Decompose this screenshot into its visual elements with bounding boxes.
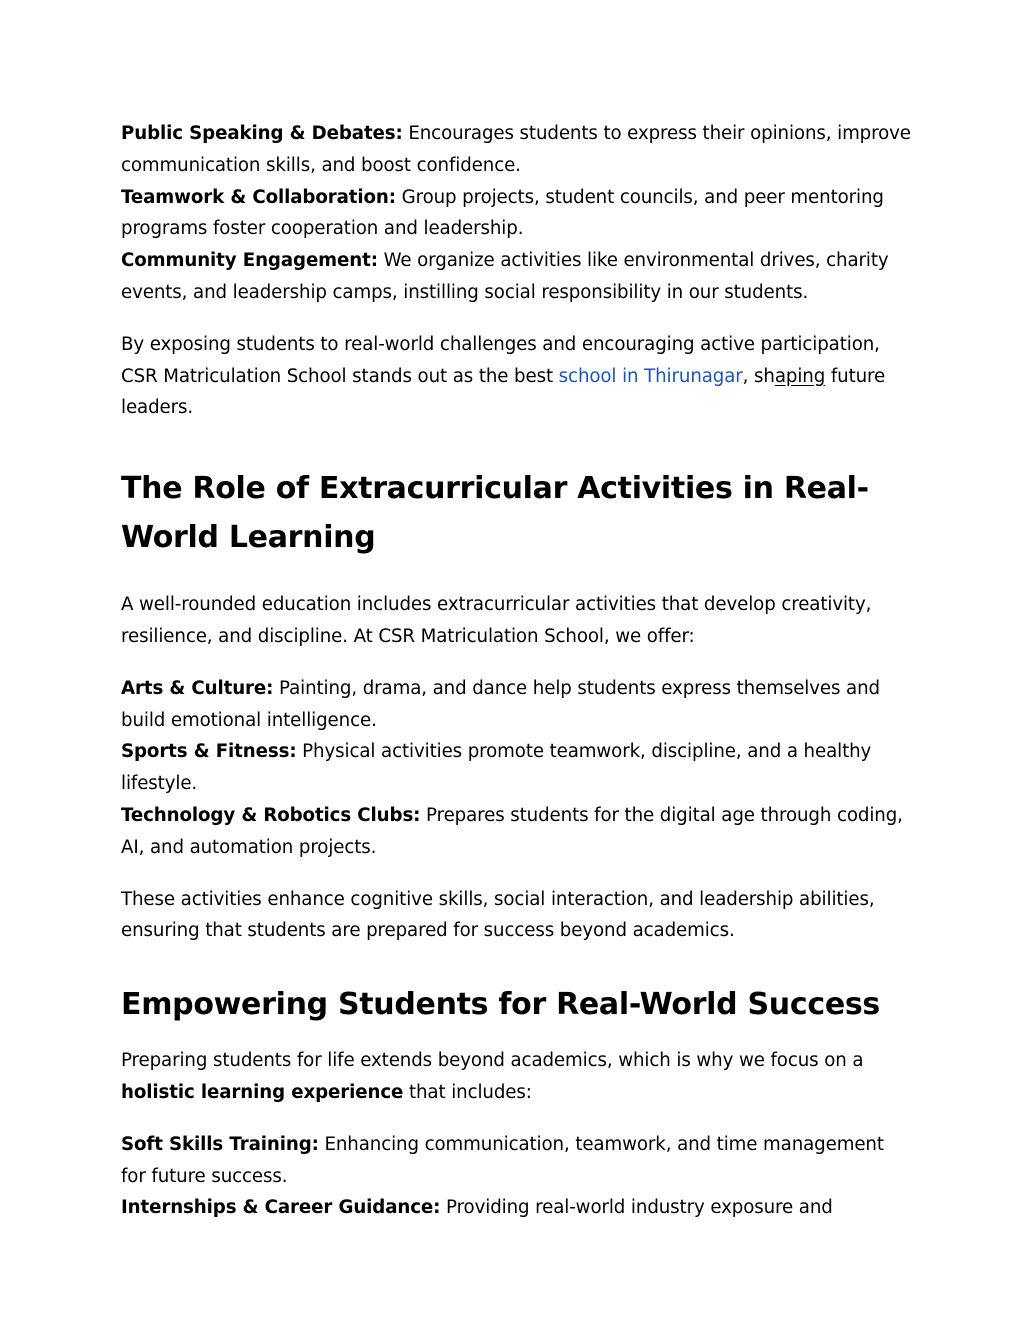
list-item-term: Soft Skills Training: bbox=[121, 1133, 319, 1155]
list-item-desc: Group projects, student councils, and peer mentoring programs foster cooperation and leadership. bbox=[121, 186, 884, 240]
list-item bbox=[121, 1192, 911, 1224]
list-item-desc: Encourages students to express their opinions, improve communication skills, and boost confidence. bbox=[121, 123, 911, 176]
list-item bbox=[121, 673, 911, 737]
list-item bbox=[121, 118, 911, 182]
paragraph bbox=[121, 1045, 911, 1109]
document-page bbox=[121, 118, 911, 1224]
list-item bbox=[121, 800, 911, 864]
list-item-term: Teamwork & Collaboration: bbox=[121, 186, 396, 208]
activities-list bbox=[121, 673, 911, 864]
list-item bbox=[121, 736, 911, 800]
paragraph-text: , sh bbox=[742, 365, 775, 387]
section-heading: Empowering Students for Real-World Success bbox=[121, 987, 880, 1023]
list-item bbox=[121, 1129, 911, 1193]
paragraph-text: Preparing students for life extends beyond academics, which is why we focus on a bbox=[121, 1050, 864, 1072]
list-item-term: Technology & Robotics Clubs: bbox=[121, 804, 421, 826]
paragraph-text: By exposing students to real-world challenges and encouraging active participation, CSR Matriculation School stands out as the best bbox=[121, 333, 880, 387]
list-item-desc: Providing real-world industry exposure and bbox=[440, 1197, 833, 1219]
list-item bbox=[121, 245, 911, 309]
list-item-desc: Physical activities promote teamwork, discipline, and a healthy lifestyle. bbox=[121, 741, 872, 795]
list-item-term: Community Engagement: bbox=[121, 250, 378, 272]
paragraph-text: that includes: bbox=[403, 1081, 532, 1103]
experience-list bbox=[121, 1129, 911, 1224]
list-item-term: Internships & Career Guidance: bbox=[121, 1197, 441, 1219]
list-item-term: Arts & Culture: bbox=[121, 677, 274, 699]
list-item-desc: Painting, drama, and dance help students express themselves and build emotional intelligence. bbox=[121, 677, 880, 731]
list-item-term: Sports & Fitness: bbox=[121, 741, 297, 763]
section-heading: The Role of Extracurricular Activities in Real-World Learning bbox=[121, 471, 869, 556]
list-item-term: Public Speaking & Debates: bbox=[121, 123, 403, 144]
school-link[interactable]: school in Thirunagar bbox=[558, 365, 743, 387]
list-item bbox=[121, 182, 911, 246]
bold-text: holistic learning experience bbox=[121, 1081, 404, 1103]
list-item-desc: Prepares students for the digital age through coding, AI, and automation projects. bbox=[121, 804, 903, 858]
paragraph-text: future leaders. bbox=[121, 365, 886, 419]
list-item-desc: We organize activities like environmental drives, charity events, and leadership camps, instilling social responsibility in our students. bbox=[121, 250, 889, 303]
list-item-desc: Enhancing communication, teamwork, and time management for future success. bbox=[121, 1133, 884, 1187]
underlined-text: aping bbox=[774, 365, 826, 387]
paragraph: A well-rounded education includes extracurricular activities that develop creativity, resilience, and discipline. At CSR Matriculation School, we offer: bbox=[121, 594, 872, 647]
skills-list bbox=[121, 118, 911, 309]
paragraph: These activities enhance cognitive skills, social interaction, and leadership abilities, ensuring that students are prepared for success beyond academics. bbox=[121, 888, 875, 942]
paragraph bbox=[121, 329, 911, 424]
